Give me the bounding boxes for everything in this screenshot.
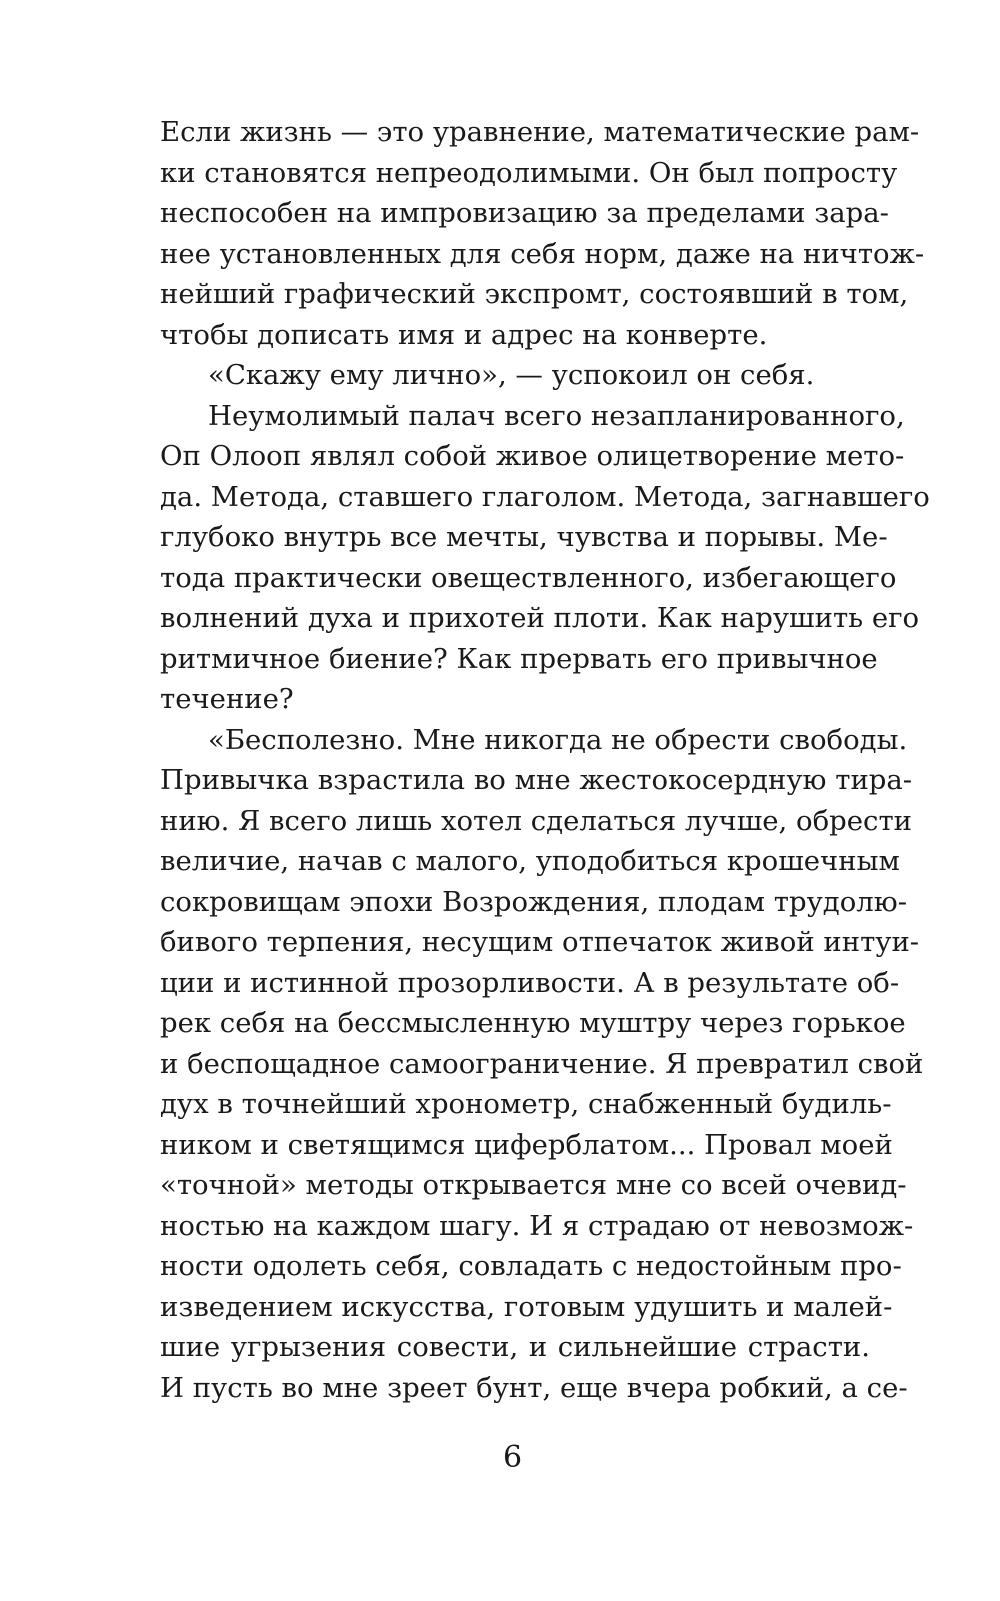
text-line: Оп Олооп являл собой живое олицетворение мето-	[160, 440, 905, 472]
text-line: Привычка взрастила во мне жестокосердную тира-	[160, 764, 913, 796]
text-line: рек себя на бессмысленную муштру через горькое	[160, 1007, 906, 1039]
text-line: и беспощадное самоограничение. Я превратил свой	[160, 1047, 924, 1080]
text-line: ности одолеть себя, совладать с недостойным про-	[160, 1250, 902, 1282]
page-number: 6	[502, 1440, 523, 1475]
text-line: нейший графический экспромт, состоявший в том,	[160, 278, 909, 310]
text-line: волнений духа и прихотей плоти. Как нарушить его	[160, 602, 920, 634]
text-line: ностью на каждом шагу. И я страдаю от невозмож-	[160, 1209, 914, 1242]
text-line: чтобы дописать имя и адрес на конверте.	[160, 318, 768, 351]
text-line: «Бесполезно. Мне никогда не обрести свободы.	[208, 723, 908, 756]
text-line: «точной» методы открывается мне со всей очевид-	[160, 1169, 907, 1201]
text-line: ции и истинной прозорливости. А в результате об-	[160, 966, 900, 999]
text-line: Если жизнь — это уравнение, математические рам-	[160, 116, 920, 148]
text-line: величие, начав с малого, уподобиться крошечным	[160, 845, 900, 877]
text-line: тода практически овеществленного, избегающего	[160, 561, 897, 594]
text-line: да. Метода, ставшего глаголом. Метода, загнавшего	[160, 480, 930, 513]
text-line: И пусть во мне зреет бунт, еще вчера робкий, а се-	[160, 1371, 908, 1404]
text-line: «Скажу ему лично», — успокоил он себя.	[208, 359, 815, 391]
text-line: шие угрызения совести, и сильнейшие страсти.	[160, 1331, 870, 1363]
text-line: глубоко внутрь все мечты, чувства и порывы. Ме-	[160, 521, 888, 553]
text-line: дух в точнейший хронометр, снабженный будиль-	[160, 1088, 892, 1120]
text-line: бивого терпения, несущим отпечаток живой интуи-	[160, 926, 920, 958]
text-line: ником и светящимся циферблатом... Провал моей	[160, 1128, 893, 1161]
body-text	[160, 112, 930, 1408]
text-line: ки становятся непреодолимыми. Он был попросту	[160, 156, 898, 189]
text-line: нию. Я всего лишь хотел сделаться лучше, обрести	[160, 804, 912, 837]
text-line: неспособен на импровизацию за пределами зара-	[160, 197, 889, 229]
text-line: ритмичное биение? Как прервать его привычное	[160, 642, 878, 675]
text-line: течение?	[160, 683, 294, 715]
text-line: изведением искусства, готовым удушить и малей-	[160, 1290, 893, 1323]
text-line: сокровищам эпохи Возрождения, плодам трудолю-	[160, 885, 907, 918]
text-line: Неумолимый палач всего незапланированного,	[208, 399, 905, 432]
text-line: нее установленных для себя норм, даже на ничтож-	[160, 237, 925, 270]
